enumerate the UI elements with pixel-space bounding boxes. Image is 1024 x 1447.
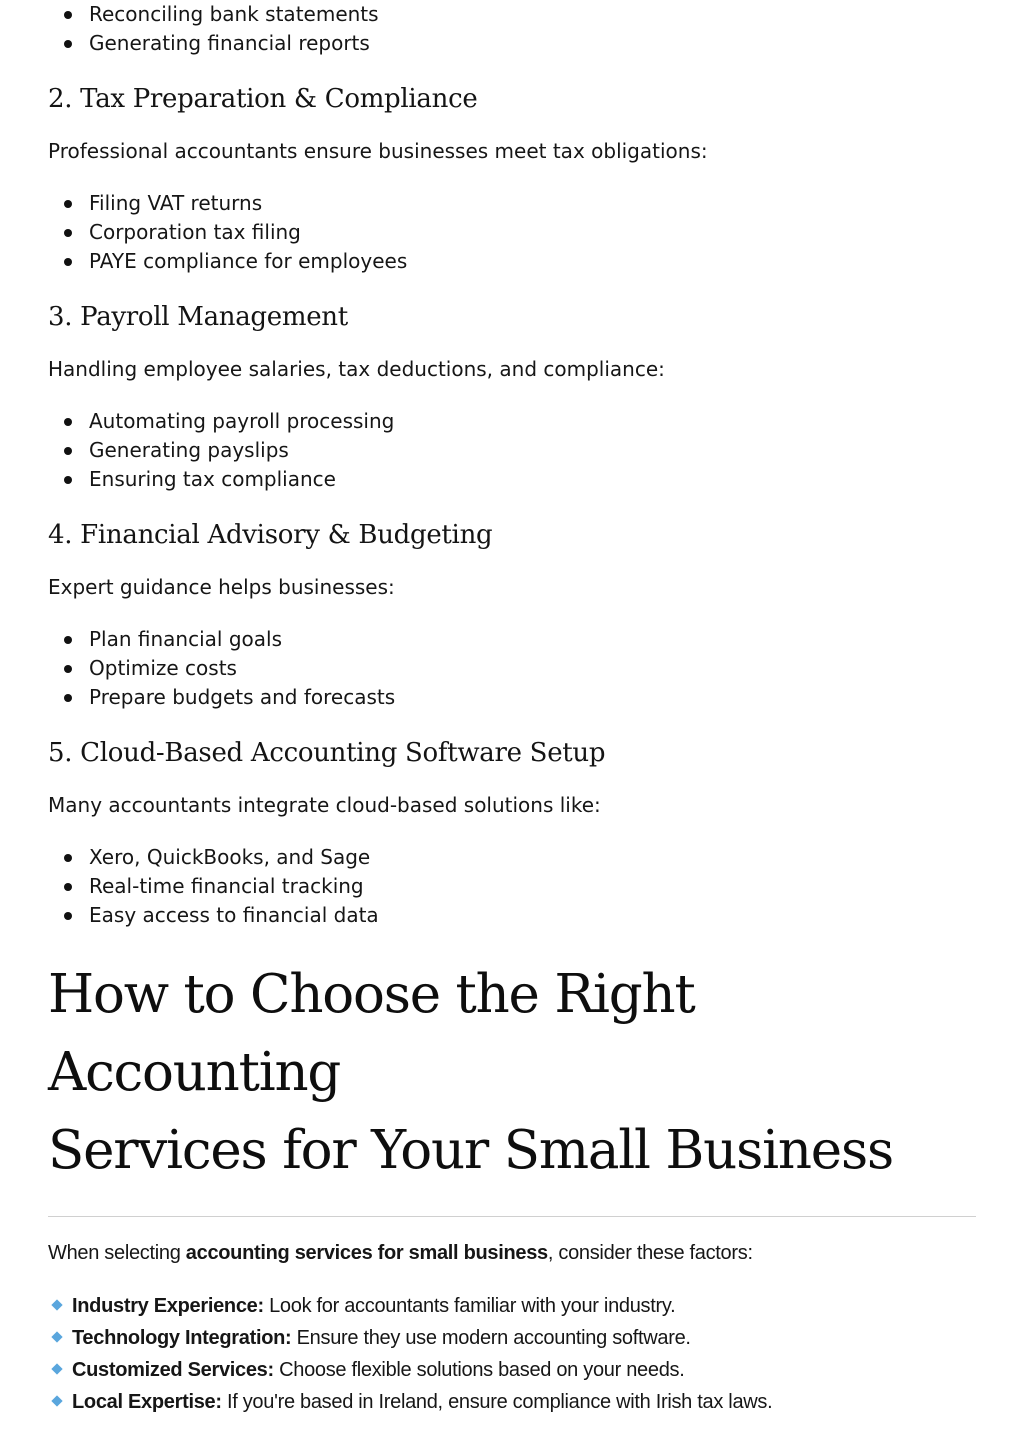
factor-label: Industry Experience: [72, 1295, 264, 1317]
bullet-dot-icon [64, 854, 72, 862]
main-heading [48, 956, 976, 1190]
blue-diamond-icon [51, 1299, 62, 1310]
factor-item [48, 1354, 976, 1386]
bullet-dot-icon [64, 665, 72, 673]
section-intro-tax: Professional accountants ensure businesses meet tax obligations: [48, 139, 708, 163]
factor-text: Look for accountants familiar with your industry. [263, 1295, 676, 1317]
bullet-dot-icon [64, 11, 72, 19]
list-item [48, 218, 976, 247]
list-item [48, 683, 976, 712]
blue-diamond-icon [51, 1363, 62, 1374]
list-item [48, 654, 976, 683]
bullet-dot-icon [64, 40, 72, 48]
factor-item [48, 1386, 976, 1418]
bullet-dot-icon [64, 447, 72, 455]
list-item-text: Ensuring tax compliance [89, 467, 336, 491]
factor-item [48, 1290, 976, 1322]
list-item-text: Xero, QuickBooks, and Sage [89, 845, 371, 869]
factor-text: Choose flexible solutions based on your needs. [273, 1359, 685, 1381]
list-item-text: Easy access to financial data [89, 903, 379, 927]
section-intro-cloud: Many accountants integrate cloud-based solutions like: [48, 793, 601, 817]
bullet-dot-icon [64, 883, 72, 891]
main-heading-line-2: Services for Your Small Business [48, 1120, 893, 1181]
list-item-text: Corporation tax filing [89, 220, 301, 244]
section-intro-advisory: Expert guidance helps businesses: [48, 575, 395, 599]
list-item-text: Reconciling bank statements [89, 2, 379, 26]
list-item [48, 436, 976, 465]
section-intro-payroll: Handling employee salaries, tax deductions, and compliance: [48, 357, 665, 381]
factor-label: Customized Services: [72, 1359, 274, 1381]
list-item [48, 29, 976, 58]
factor-text: If you're based in Ireland, ensure compliance with Irish tax laws. [221, 1391, 773, 1413]
list-item [48, 872, 976, 901]
list-item [48, 0, 976, 29]
factor-item [48, 1322, 976, 1354]
list-item-text: PAYE compliance for employees [89, 249, 408, 273]
list-item [48, 625, 976, 654]
section-heading-cloud: 5. Cloud-Based Accounting Software Setup [48, 738, 606, 768]
blue-diamond-icon [51, 1395, 62, 1406]
section-divider [48, 1216, 976, 1217]
bullet-dot-icon [64, 258, 72, 266]
section-heading-advisory: 4. Financial Advisory & Budgeting [48, 520, 493, 550]
main-heading-line-1: How to Choose the Right Accounting [48, 964, 695, 1103]
bullet-dot-icon [64, 476, 72, 484]
factors-intro-after: , consider these factors: [547, 1242, 753, 1264]
list-item [48, 843, 976, 872]
list-item [48, 901, 976, 930]
section-heading-payroll: 3. Payroll Management [48, 302, 348, 332]
list-item-text: Generating financial reports [89, 31, 370, 55]
list-item [48, 407, 976, 436]
section-heading-tax: 2. Tax Preparation & Compliance [48, 84, 478, 114]
list-item-text: Plan financial goals [89, 627, 282, 651]
bullet-list-payroll [48, 407, 976, 494]
bullet-list-cloud [48, 843, 976, 930]
bullet-dot-icon [64, 229, 72, 237]
factors-list [48, 1290, 976, 1418]
list-item-text: Real-time financial tracking [89, 874, 364, 898]
bullet-dot-icon [64, 912, 72, 920]
bullet-list-tax [48, 189, 976, 276]
bullet-dot-icon [64, 636, 72, 644]
bullet-dot-icon [64, 694, 72, 702]
bullet-list-advisory [48, 625, 976, 712]
bullet-dot-icon [64, 200, 72, 208]
list-item-text: Prepare budgets and forecasts [89, 685, 396, 709]
factors-intro-bold: accounting services for small business [185, 1242, 548, 1264]
bullet-list-accounting-tasks [48, 0, 976, 58]
factor-text: Ensure they use modern accounting software. [291, 1327, 691, 1349]
list-item [48, 189, 976, 218]
list-item-text: Automating payroll processing [89, 409, 395, 433]
list-item-text: Optimize costs [89, 656, 237, 680]
bullet-dot-icon [64, 418, 72, 426]
factors-intro [48, 1239, 976, 1267]
blue-diamond-icon [51, 1331, 62, 1342]
factor-label: Technology Integration: [72, 1327, 292, 1349]
list-item [48, 465, 976, 494]
list-item [48, 247, 976, 276]
factors-intro-before: When selecting [48, 1242, 186, 1264]
factor-label: Local Expertise: [72, 1391, 222, 1413]
list-item-text: Filing VAT returns [89, 191, 263, 215]
list-item-text: Generating payslips [89, 438, 289, 462]
